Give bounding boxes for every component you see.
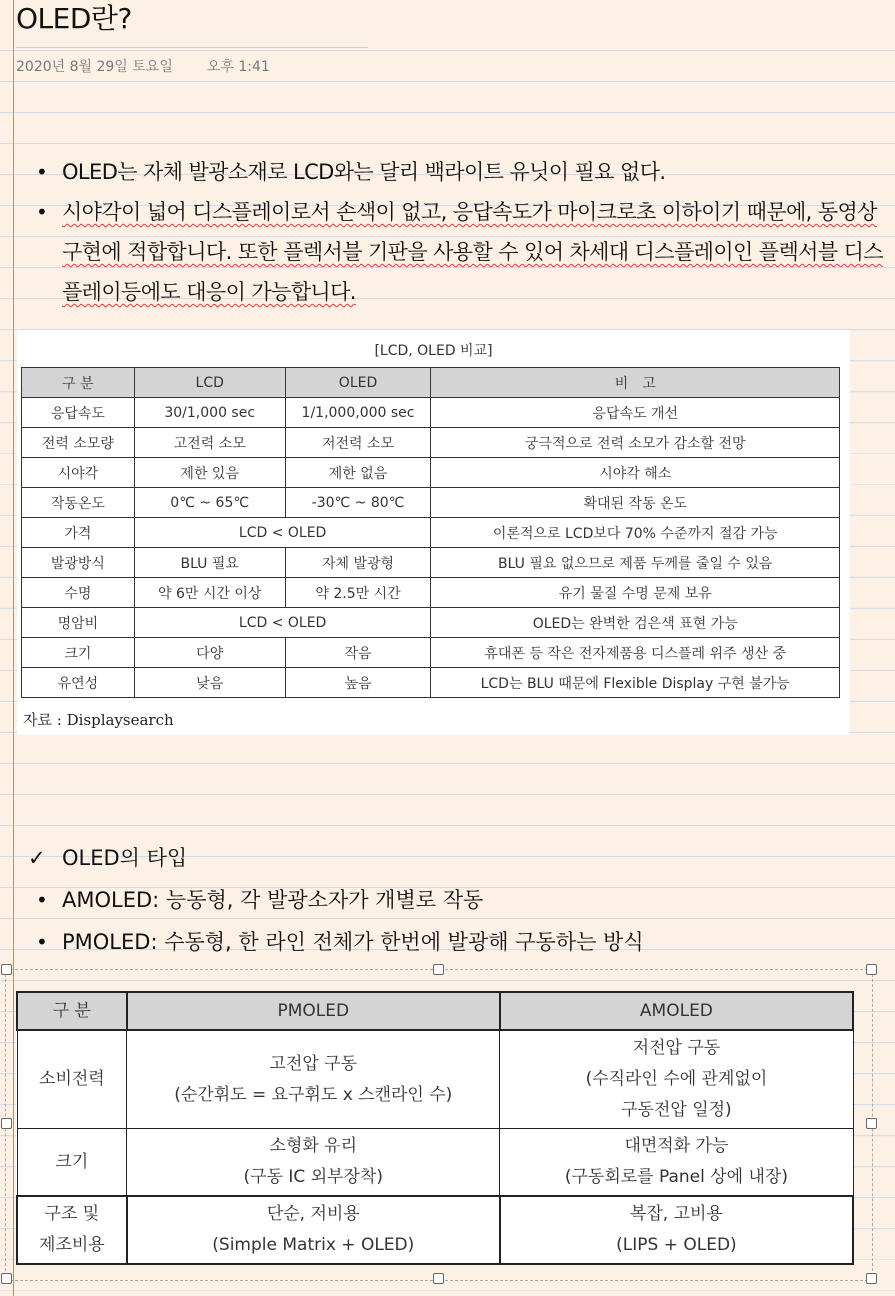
table-header-row: [22, 368, 840, 398]
table-row: [17, 1196, 853, 1264]
table-cell: BLU 필요: [134, 548, 285, 578]
cell-line: 단순, 저비용: [266, 1204, 360, 1224]
resize-handle-right[interactable]: [866, 1118, 877, 1129]
cell-line: (구동회로를 Panel 상에 내장): [564, 1167, 788, 1187]
header-cell: 구 분: [17, 992, 127, 1030]
table-cell: 응답속도 개선: [431, 398, 840, 428]
cell-line: 복잡, 고비용: [629, 1204, 723, 1224]
table-cell: 0℃ ~ 65℃: [134, 488, 285, 518]
table-cell: 약 2.5만 시간: [285, 578, 431, 608]
resize-handle-bottom-right[interactable]: [866, 1273, 877, 1284]
list-item[interactable]: [16, 192, 892, 312]
table-row: [22, 428, 840, 458]
cell-line: 고전압 구동: [269, 1053, 358, 1074]
list-item[interactable]: [16, 879, 876, 921]
header-cell: PMOLED: [127, 992, 500, 1030]
table-cell: 고전력 소모: [134, 428, 285, 458]
table-row: [22, 398, 840, 428]
title-divider: [16, 47, 368, 48]
table-cell: 유연성: [22, 668, 135, 698]
pmoled-amoled-table: [16, 991, 854, 1265]
table-header-row: [17, 992, 853, 1030]
cell-line: 저전압 구동: [632, 1038, 721, 1058]
table-cell: 제한 있음: [134, 458, 285, 488]
cell-line: 크기: [55, 1151, 89, 1172]
table-cell: 자체 발광형: [285, 548, 431, 578]
checklist-label: OLED의 타입: [62, 846, 188, 870]
table-cell: 수명: [22, 578, 135, 608]
cell-line: 대면적화 가능: [624, 1136, 729, 1156]
header-cell: LCD: [134, 368, 285, 398]
cell-line: 제조비용: [39, 1235, 105, 1255]
table-row: [22, 548, 840, 578]
table-cell: 낮음: [134, 668, 285, 698]
header-cell: 구 분: [22, 368, 135, 398]
table-cell: 1/1,000,000 sec: [285, 398, 431, 428]
bullet-text: AMOLED: 능동형, 각 발광소자가 개별로 작동: [62, 888, 484, 912]
table-row: [22, 458, 840, 488]
cell-line: 구조 및: [44, 1204, 100, 1224]
table-row: [22, 518, 840, 548]
lcd-oled-comparison-image[interactable]: [17, 330, 850, 735]
cell-line: (Simple Matrix + OLED): [212, 1235, 415, 1255]
table-cell: 유기 물질 수명 문제 보유: [431, 578, 840, 608]
oled-types-bullet-list: [16, 879, 876, 963]
table-cell: 응답속도: [22, 398, 135, 428]
cell-line: 소비전력: [39, 1069, 105, 1089]
table-cell: 작동온도: [22, 488, 135, 518]
resize-handle-bottom-left[interactable]: [1, 1273, 12, 1284]
header-cell: 비 고: [431, 368, 840, 398]
table-cell: [17, 1030, 127, 1129]
cell-line: 구동전압 일정): [621, 1100, 732, 1120]
table-cell: [17, 1196, 127, 1264]
cell-line: (LIPS + OLED): [616, 1235, 737, 1255]
table-cell: 다양: [134, 638, 285, 668]
page-meta: [16, 56, 270, 76]
table-row: [22, 488, 840, 518]
table-cell: 약 6만 시간 이상: [134, 578, 285, 608]
table-cell: [500, 1030, 853, 1129]
bullet-text: PMOLED: 수동형, 한 라인 전체가 한번에 발광해 구동하는 방식: [62, 930, 644, 954]
table-cell: [127, 1196, 500, 1264]
table-cell: BLU 필요 없으므로 제품 두께를 줄일 수 있음: [431, 548, 840, 578]
table-cell: [127, 1030, 500, 1129]
image-source-note: 자료 : Displaysearch: [23, 711, 174, 729]
table-cell: 높음: [285, 668, 431, 698]
resize-handle-bottom[interactable]: [433, 1273, 444, 1284]
table-cell: 제한 없음: [285, 458, 431, 488]
table-cell: [500, 1129, 853, 1197]
checklist-item[interactable]: [28, 842, 187, 872]
table-cell: LCD < OLED: [134, 518, 431, 548]
table-cell: 크기: [22, 638, 135, 668]
lcd-oled-comparison-table: [21, 367, 840, 698]
table-cell: 시야각: [22, 458, 135, 488]
table-cell: [500, 1196, 853, 1264]
table-cell: -30℃ ~ 80℃: [285, 488, 431, 518]
resize-handle-top-right[interactable]: [866, 964, 877, 975]
table-cell: 작음: [285, 638, 431, 668]
cell-line: 소형화 유리: [269, 1136, 358, 1156]
table-cell: [17, 1129, 127, 1197]
cell-line: (순간휘도 = 요구휘도 x 스캔라인 수): [174, 1084, 453, 1105]
table-cell: LCD < OLED: [134, 608, 431, 638]
cell-line: (수직라인 수에 관계없이: [585, 1069, 768, 1089]
table-cell: 시야각 해소: [431, 458, 840, 488]
checkmark-icon: ✓: [28, 846, 46, 870]
table-cell: OLED는 완벽한 검은색 표현 가능: [431, 608, 840, 638]
table-row: [22, 578, 840, 608]
table-cell: LCD는 BLU 때문에 Flexible Display 구현 불가능: [431, 668, 840, 698]
table-cell: 궁극적으로 전력 소모가 감소할 전망: [431, 428, 840, 458]
page-time: 오후 1:41: [206, 59, 270, 75]
table-cell: 30/1,000 sec: [134, 398, 285, 428]
table-row: [17, 1129, 853, 1197]
table-cell: 확대된 작동 온도: [431, 488, 840, 518]
list-item[interactable]: [16, 152, 892, 192]
table-row: [22, 638, 840, 668]
cell-line: (구동 IC 외부장착): [243, 1167, 384, 1187]
header-cell: OLED: [285, 368, 431, 398]
intro-bullet-list: [16, 152, 892, 312]
table-cell: 저전력 소모: [285, 428, 431, 458]
resize-handle-top[interactable]: [433, 964, 444, 975]
table-row: [22, 608, 840, 638]
table-cell: 가격: [22, 518, 135, 548]
bullet-text: 시야각이 넓어 디스플레이로서 손색이 없고, 응답속도가 마이크로초 이하이기 때문에, 동영상 구현에 적합합니다. 또한 플렉서블 기판을 사용할 수 있어 차세대 디스플레이인 플렉서블 디스플레이등에도 대응이 가능합니다.: [62, 200, 883, 304]
table-cell: 발광방식: [22, 548, 135, 578]
bullet-text: OLED는 자체 발광소재로 LCD와는 달리 백라이트 유닛이 필요 없다.: [62, 160, 666, 184]
header-cell: AMOLED: [500, 992, 853, 1030]
resize-handle-left[interactable]: [1, 1118, 12, 1129]
table-row: [17, 1030, 853, 1129]
page-date: 2020년 8월 29일 토요일: [16, 59, 173, 75]
table-cell: [127, 1129, 500, 1197]
resize-handle-top-left[interactable]: [1, 964, 12, 975]
table-cell: 전력 소모량: [22, 428, 135, 458]
table-cell: 명암비: [22, 608, 135, 638]
list-item[interactable]: [16, 921, 876, 963]
page-title[interactable]: OLED란?: [16, 2, 132, 35]
table-row: [22, 668, 840, 698]
image-caption: [LCD, OLED 비교]: [374, 343, 493, 359]
table-cell: 이론적으로 LCD보다 70% 수준까지 절감 가능: [431, 518, 840, 548]
table-cell: 휴대폰 등 작은 전자제품용 디스플레 위주 생산 중: [431, 638, 840, 668]
